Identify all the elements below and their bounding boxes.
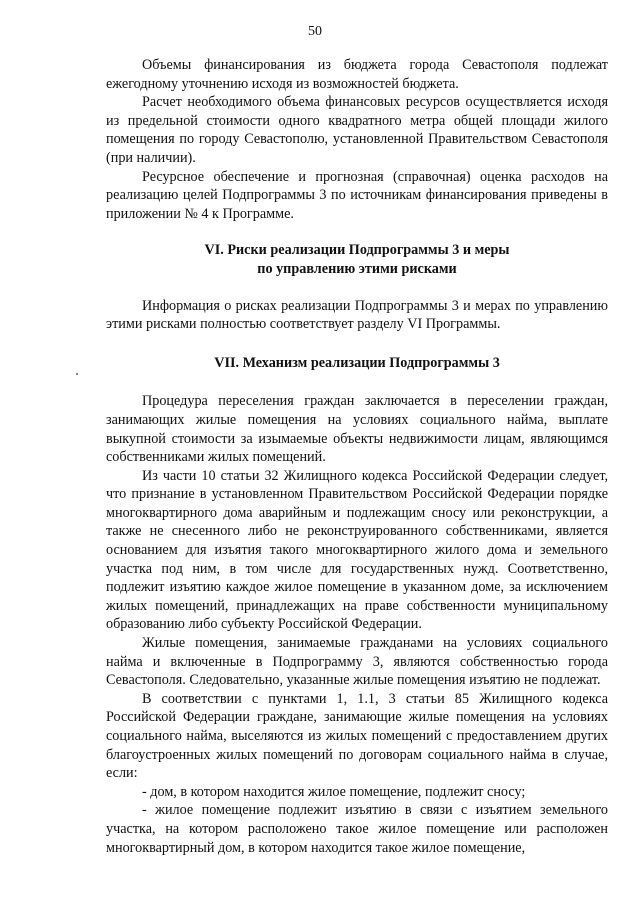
section-6-heading-line2: по управлению этими рисками bbox=[257, 260, 457, 277]
section-6-heading-line1: VI. Риски реализации Подпрограммы 3 и меры bbox=[204, 242, 510, 259]
paragraph-housing-code-part10: Из части 10 статьи 32 Жилищного кодекса Российской Федерации следует, что признание в установленном Правительством Российской Федерации порядке многоквартирного дома аварийным и подлежащим сносу или реконструкции, а также не снесенного либо не реконструированного собственниками, является основанием для изъятия такого многоквартирного жилого дома и земельного участка под ним, в том числе для государственных нужд. Соответственно, подлежит изъятию каждое жилое помещение в указанном доме, за исключением жилых помещений, принадлежащих на праве собственности муниципальному образованию либо субъекту Российской Федерации. bbox=[106, 467, 608, 633]
list-item-land-seizure: - жилое помещение подлежит изъятию в связи с изъятием земельного участка, на котором расположено такое жилое помещение или расположен многоквартирный дом, в котором находится такое жилое помещение, bbox=[106, 802, 608, 856]
paragraph-risks-info: Информация о рисках реализации Подпрограммы 3 и мерах по управлению этими рисками полностью соответствует разделу VI Программы. bbox=[106, 297, 608, 333]
paragraph-resettlement-procedure: Процедура переселения граждан заключается в переселении граждан, занимающих жилые помещения на условиях социального найма, выплате выкупной стоимости за изымаемые объекты недвижимости лицам, являющимся собственниками жилых помещений. bbox=[106, 393, 608, 466]
paragraph-resource-support: Ресурсное обеспечение и прогнозная (справочная) оценка расходов на реализацию целей Подпрограммы 3 по источникам финансирования приведены в приложении № 4 к Программе. bbox=[106, 168, 608, 222]
scan-speck bbox=[76, 373, 78, 375]
paragraph-article-85: В соответствии с пунктами 1, 1.1, 3 статьи 85 Жилищного кодекса Российской Федерации граждане, занимающие жилые помещения на условиях социального найма, выселяются из жилых помещений с предоставлением других благоустроенных жилых помещений по договорам социального найма в случае, если: bbox=[106, 690, 608, 782]
section-7-heading: VII. Механизм реализации Подпрограммы 3 bbox=[214, 354, 500, 371]
paragraph-social-lease-premises: Жилые помещения, занимаемые гражданами на условиях социального найма и включенные в Подпрограмму 3, являются собственностью города Севастополя. Следовательно, указанные жилые помещения изъятию не подлежат. bbox=[106, 635, 608, 689]
list-item-demolition: - дом, в котором находится жилое помещение, подлежит сносу; bbox=[142, 783, 526, 800]
paragraph-financial-calculation: Расчет необходимого объема финансовых ресурсов осуществляется исходя из предельной стоимости одного квадратного метра общей площади жилого помещения по городу Севастополю, установленной Правительством Севастополя (при наличии). bbox=[106, 94, 608, 166]
section-6-heading bbox=[106, 241, 608, 278]
document-body bbox=[106, 56, 608, 857]
page-number: 50 bbox=[308, 24, 322, 39]
paragraph-funding-volumes: Объемы финансирования из бюджета города Севастополя подлежат ежегодному уточнению исходя из возможностей бюджета. bbox=[106, 57, 608, 92]
